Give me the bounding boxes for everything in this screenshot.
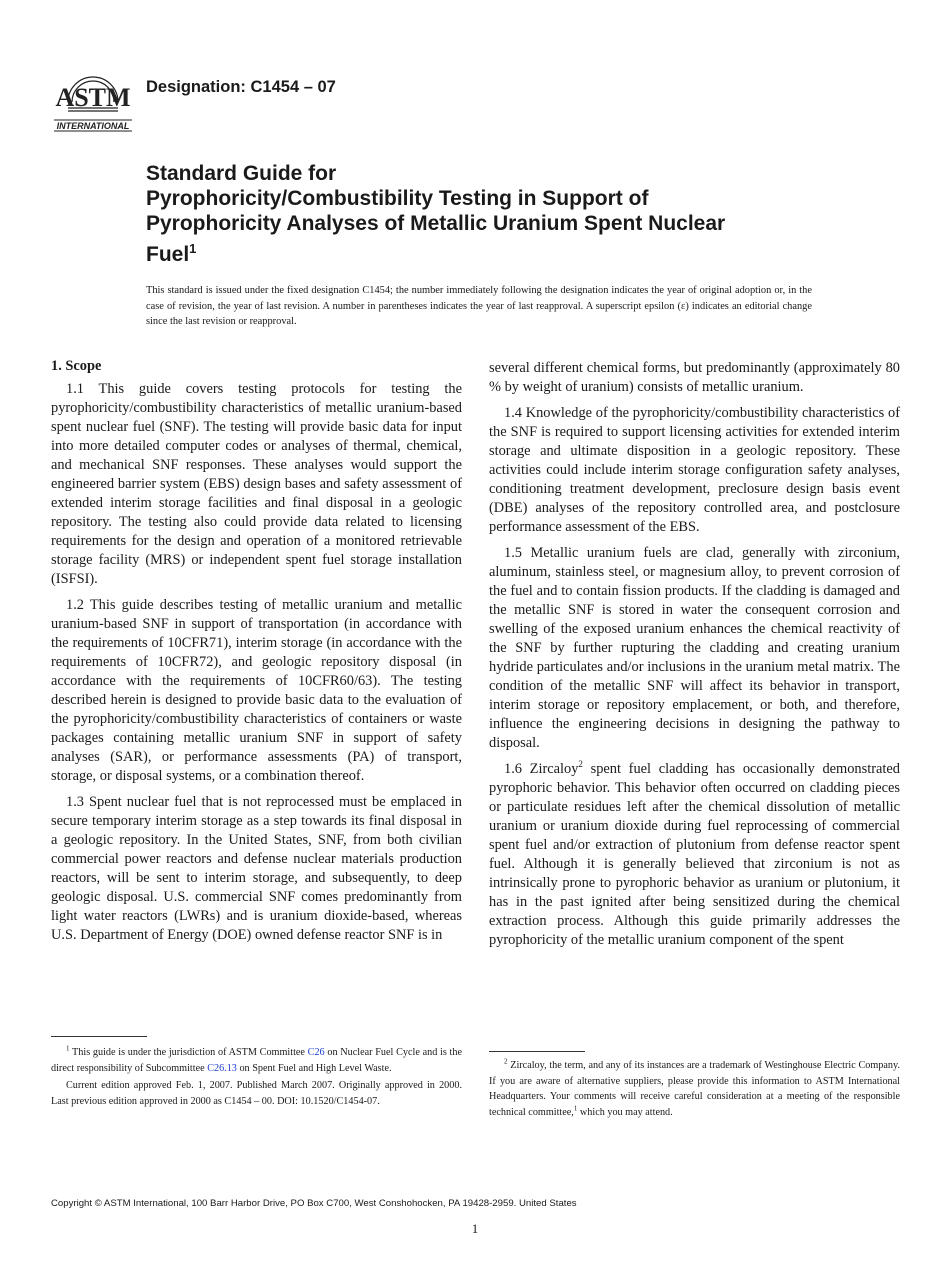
footnote-1-text-c: on Spent Fuel and High Level Waste. bbox=[236, 1062, 392, 1074]
paragraph-1-2: 1.2 This guide describes testing of metallic uranium and metallic uranium-based SNF in support of transportation (in accordance with the requirements of 10CFR71), interim storage (in accordance with the requirements of 10CFR72), and geologic repository disposal (in accordance with the requirements of 10CFR60/63). The testing described herein is designed to provide basic data to the evaluation of the pyrophoricity/combustibility characteristics of containers or waste packages containing metallic uranium SNF in support of safety analyses (SAR), or performance assessments (PA) of transport, storage, or disposal systems, or a combination thereof. bbox=[51, 597, 462, 784]
paragraph-1-5: 1.5 Metallic uranium fuels are clad, generally with zirconium, aluminum, stainless steel, or magnesium alloy, to prevent corrosion of the fuel and to contain fission products. If the cladding is damaged and the metallic SNF is stored in water the consequent corrosion and swelling of the exposed uranium enhances the chemical reactivity of the SNF by further rupturing the cladding and creating uranium hydride particulates and/or inclusions in the uranium metal matrix. The condition of the metallic SNF will affect its behavior in transport, interim storage or repository emplacement, or both, and therefore, influence the engineering decisions in designing the pathway to disposal. bbox=[489, 545, 900, 751]
footnote-1-text-a: This guide is under the jurisdiction of ASTM Committee bbox=[69, 1047, 308, 1058]
paragraph-1-6-rest: spent fuel cladding has occasionally demonstrated pyrophoric behavior. This behavior often occurred on cladding pieces or particulate residues left after the chemical dissolution of metallic uranium or uranium dioxide during fuel reprocessing of commercial spent fuel and/or extraction of plutonium from defense reactor spent fuel. Although it is generally believed that zirconium is not as intrinsically prone to pyrophoric behavior as uranium or plutonium, it has in the past ignited after being sensitized during the chemical extraction process. Although this guide primarily addresses the pyrophoricity of the metallic uranium component of the spent bbox=[489, 761, 900, 948]
footnote-2-mark: 2 bbox=[504, 1057, 508, 1066]
footnote-1-mark: 1 bbox=[66, 1044, 70, 1053]
section-heading-scope: 1. Scope bbox=[51, 358, 102, 374]
footnote-2-text-b: which you may attend. bbox=[577, 1106, 673, 1118]
title-line-4 bbox=[146, 236, 866, 267]
issuance-note: This standard is issued under the fixed designation C1454; the number immediately following the designation indicates the year of original adoption or, in the case of revision, the year of last revision. A number in parentheses indicates the year of last reapproval. A superscript epsilon (ε) indicates an editorial change since the last revision or reapproval. bbox=[146, 285, 812, 327]
paragraph-1-3: 1.3 Spent nuclear fuel that is not reprocessed must be emplaced in secure temporary interim storage as a step towards its final disposal in a geologic repository. In the United States, SNF, from both civilian commercial power reactors and defense nuclear materials production reactors, will be sent to interim storage, and subsequently, to deep geologic disposal. U.S. commercial SNF comes predominantly from light water reactors (LWRs) and is uranium dioxide-based, whereas U.S. Department of Energy (DOE) owned defense reactor SNF is in bbox=[51, 794, 462, 943]
footnote-1-edition: Current edition approved Feb. 1, 2007. Published March 2007. Originally approved in 2000. Last previous edition approved in 2000 as C1454 – 00. DOI: 10.1520/C1454-07. bbox=[51, 1080, 462, 1107]
right-column bbox=[489, 359, 900, 957]
paragraph-1-4: 1.4 Knowledge of the pyrophoricity/combustibility characteristics of the SNF is required to support licensing activities for extended interim storage and ultimate disposition in a geologic repository. These activities could include interim storage configuration safety analyses, conditioning treatment development, preclosure design basis event (DBE) analyses of the repository controlled area, and postclosure performance assessment of the EBS. bbox=[489, 405, 900, 535]
footnote-1 bbox=[51, 1045, 462, 1076]
footnote-rule-right bbox=[489, 1051, 585, 1052]
astm-international-logo bbox=[52, 58, 134, 134]
paragraph-1-3-continued: several different chemical forms, but predominantly (approximately 80 % by weight of uranium) consists of metallic uranium. bbox=[489, 360, 900, 395]
title-line-1: Standard Guide for bbox=[146, 162, 337, 185]
footnotes-left bbox=[51, 1045, 462, 1111]
copyright-notice: Copyright © ASTM International, 100 Barr Harbor Drive, PO Box C700, West Conshohocken, PA 19428-2959. United States bbox=[51, 1198, 577, 1209]
paragraph-1-1: 1.1 This guide covers testing protocols for testing the pyrophoricity/combustibility characteristics of metallic uranium-based spent nuclear fuel (SNF). The testing will provide basic data for input into more detailed computer codes or analyses of thermal, chemical, and mechanical SNF responses. These analyses would support the engineered barrier system (EBS) design bases and safety assessment of extended interim storage facilities and final disposal in a geologic repository. The testing also could provide data related to licensing requirements for the design and operation of a monitored retrievable storage facility (MRS) or independent spent fuel storage installation (ISFSI). bbox=[51, 381, 462, 587]
page-number: 1 bbox=[471, 1221, 479, 1236]
link-subcommittee-c26-13[interactable]: C26.13 bbox=[207, 1062, 237, 1074]
footnotes-right bbox=[489, 1058, 900, 1122]
paragraph-1-6-start: 1.6 Zircaloy bbox=[504, 761, 579, 777]
title-line-3: Pyrophoricity Analyses of Metallic Uranium Spent Nuclear bbox=[146, 212, 726, 235]
footnote-2 bbox=[489, 1058, 900, 1120]
document-title bbox=[146, 161, 866, 267]
left-column bbox=[51, 357, 462, 952]
footnote-1-text-b: on Nuclear Fuel Cycle and is the direct responsibility of Subcommittee bbox=[51, 1047, 462, 1074]
title-line-2: Pyrophoricity/Combustibility Testing in Support of bbox=[146, 187, 649, 210]
title-line-4-text: Fuel bbox=[146, 243, 190, 266]
footnote-2-inline-mark: 1 bbox=[573, 1104, 578, 1113]
footnote-ref-2[interactable]: 2 bbox=[578, 759, 583, 770]
footnote-2-text-a: Zircaloy, the term, and any of its instances are a trademark of Westinghouse Electric Company. If you are aware of alternative suppliers, please provide this information to ASTM International Headquarters. Your comments will receive careful consideration at a meeting of the responsible technical committee, bbox=[489, 1060, 900, 1118]
footnote-rule-left bbox=[51, 1036, 147, 1037]
paragraph-1-6 bbox=[489, 760, 900, 950]
link-committee-c26[interactable]: C26 bbox=[307, 1047, 325, 1058]
logo-mark-text: ASTM bbox=[55, 83, 131, 112]
designation: Designation: C1454 – 07 bbox=[146, 78, 336, 96]
logo-subtext: INTERNATIONAL bbox=[56, 121, 130, 131]
title-footnote-mark: 1 bbox=[189, 241, 197, 256]
